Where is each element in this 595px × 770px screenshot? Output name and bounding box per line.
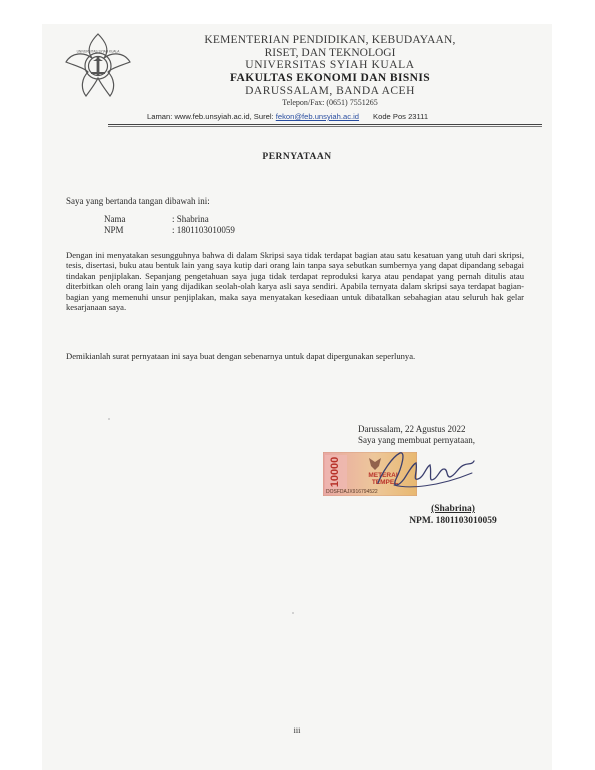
letterhead-phone: Telepon/Fax: (0651) 7551265	[282, 97, 378, 107]
signer-block	[333, 503, 573, 527]
stamp-value: 10000	[329, 456, 341, 488]
document-sheet	[42, 24, 552, 770]
signer-name: (Shabrina)	[431, 504, 475, 514]
place-date: Darussalam, 22 Agustus 2022	[358, 424, 466, 434]
university-logo	[58, 28, 138, 100]
letterhead-university: UNIVERSITAS SYIAH KUALA	[245, 59, 415, 71]
letterhead-contact	[147, 112, 547, 121]
letterhead-address: DARUSSALAM, BANDA ACEH	[245, 84, 415, 97]
field-label-nama: Nama	[104, 214, 126, 224]
letterhead-ministry-line2: RISET, DAN TEKNOLOGI	[264, 46, 396, 59]
letterhead	[150, 34, 510, 108]
scan-speck	[292, 612, 294, 614]
contact-email-link[interactable]: fekon@feb.unsyiah.ac.id	[275, 112, 360, 121]
statement-paragraph: Dengan ini menyatakan sesungguhnya bahwa di dalam Skripsi saya tidak terdapat bagian atau satu kesatuan yang utuh dari skripsi, tesis, disertasi, buku atau bentuk lain yang saya kutip dari orang lain tanpa saya sebutkan sumbernya yang dapat dipandang sebagai tindakan penjiplakan. Sepanjang pengetahuan saya juga tidak terdapat reproduksi karya atau pendapat yang pernah ditulis atau diterbitkan oleh orang lain yang dijadikan seolah-olah karya asli saya sendiri. Apabila ternyata dalam skripsi saya terdapat bagian-bagian yang memenuhi unsur penjiplakan, maka saya menyatakan kesediaan untuk dibatalkan sebahagian atau seluruh hak gelar kesarjanaan saya.	[66, 250, 524, 313]
contact-postal-code: Kode Pos 23111	[373, 112, 429, 121]
field-label-npm: NPM	[104, 225, 124, 235]
stamp-label-tempel: TEMPEL	[371, 479, 399, 486]
intro-text: Saya yang bertanda tangan dibawah ini:	[66, 196, 210, 206]
closing-paragraph: Demikianlah surat pernyataan ini saya buat dengan sebenarnya untuk dapat dipergunakan seperlunya.	[66, 351, 416, 361]
signer-caption: Saya yang membuat pernyataan,	[358, 435, 475, 445]
scan-speck	[108, 418, 110, 420]
signer-npm: NPM. 1801103010059	[409, 516, 497, 526]
svg-text:UNIVERSITAS SYIAH KUALA: UNIVERSITAS SYIAH KUALA	[76, 49, 120, 54]
letterhead-divider	[108, 124, 542, 125]
handwritten-signature	[368, 443, 480, 499]
contact-website: Laman: www.feb.unsyiah.ac.id, Surel:	[147, 112, 276, 121]
document-title: PERNYATAAN	[262, 152, 332, 162]
field-value-nama: : Shabrina	[172, 214, 209, 224]
page-number: iii	[293, 726, 301, 735]
letterhead-faculty: FAKULTAS EKONOMI DAN BISNIS	[229, 71, 431, 84]
letterhead-divider-thin	[108, 126, 542, 127]
stamp-label-meterai: METERAI	[368, 472, 398, 479]
stamp-serial: DOSFDAJX916794522	[326, 489, 378, 495]
field-value-npm: : 1801103010059	[172, 225, 235, 235]
letterhead-ministry-line1: KEMENTERIAN PENDIDIKAN, KEBUDAYAAN,	[204, 34, 456, 46]
